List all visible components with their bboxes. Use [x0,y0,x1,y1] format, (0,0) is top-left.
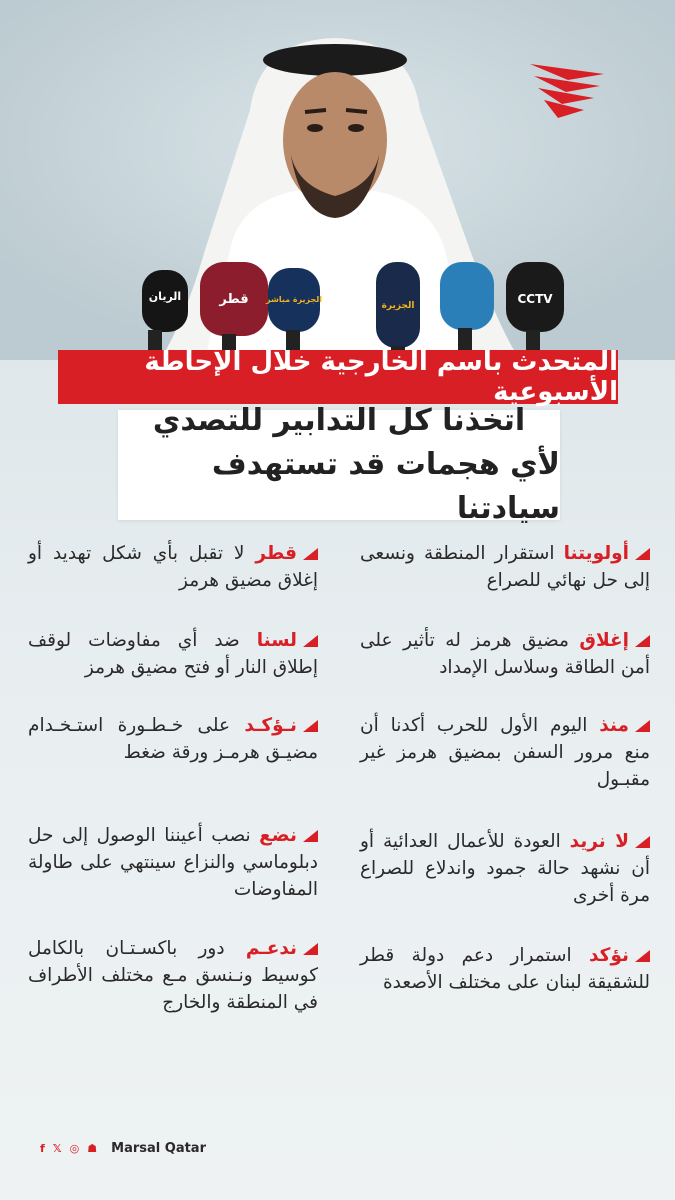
list-item [360,540,650,594]
mic-label-aljazeera: الجزيرة [381,301,415,311]
item-keyword: إغلاق [579,630,629,651]
marsal-logo-icon [528,60,606,120]
triangle-bullet-icon [303,830,318,842]
item-text: لا تقبل بأي شكل تهديد أو إغلاق مضيق هرمز [28,543,318,591]
quote-line-1: اتخذنا كل التدابير للتصدي [152,403,526,438]
list-item [360,828,650,909]
triangle-bullet-icon [635,635,650,647]
headline-banner [58,347,618,407]
list-item [28,822,318,903]
item-text: استمرار دعم دولة قطر للشقيقة لبنان على مختلف الأصعدة [360,945,650,993]
item-keyword: نـؤكـد [244,715,297,736]
facebook-icon[interactable]: f [40,1142,45,1155]
instagram-icon[interactable]: ◎ [69,1142,80,1155]
item-text: على خـطـورة استـخـدام مضيـق هرمـز ورقة ضغط [28,715,318,763]
mic-label-alrayyan: الريان [148,290,182,303]
mic-label-qatar: قطر [219,292,249,307]
mic-label-cctv: CCTV [517,292,553,306]
triangle-bullet-icon [303,720,318,732]
item-text: العودة للأعمال العدائية أو أن نشهد حالة جمود واندلاع للصراع مرة أخرى [360,831,650,906]
item-keyword: ندعـم [245,938,297,959]
list-item [360,712,650,793]
headline-text: المتحدث باسم الخارجية خلال الإحاطة الأسبوعية [144,347,618,407]
triangle-bullet-icon [303,943,318,955]
list-item [28,712,318,766]
hero-photo [0,0,675,360]
item-text: اليوم الأول للحرب أكدنا أن منع مرور السفن بمضيق هرمز غير مقبـول [360,715,650,790]
list-item [28,540,318,594]
spokesman-photo [0,0,675,360]
item-keyword: منذ [599,715,629,736]
triangle-bullet-icon [303,635,318,647]
triangle-bullet-icon [635,720,650,732]
item-text: مضيق هرمز له تأثير على أمن الطاقة وسلاسل الإمداد [360,630,650,678]
quote-line-2: لأي هجمات قد تستهدف سيادتنا [211,447,560,526]
list-item [28,627,318,681]
triangle-bullet-icon [635,950,650,962]
item-text: دور باكسـتـان بالكامل كوسيط ونـنسق مـع مختلف الأطراف في المنطقة والخارج [28,938,318,1013]
item-keyword: نضع [259,825,297,846]
item-text: استقرار المنطقة ونسعى إلى حل نهائي للصراع [360,543,650,591]
triangle-bullet-icon [303,548,318,560]
brand-name: Marsal Qatar [111,1141,206,1156]
snapchat-icon[interactable]: ☗ [87,1142,98,1155]
triangle-bullet-icon [635,548,650,560]
quote-box [118,403,560,526]
x-icon[interactable]: 𝕏 [52,1142,62,1155]
item-keyword: قطر [255,543,297,564]
triangle-bullet-icon [635,836,650,848]
item-keyword: لسنا [256,630,297,651]
mic-label-aljazeera-mubasher: الجزيرة مباشر [265,295,323,304]
footer [40,1141,206,1156]
list-item [360,627,650,681]
item-text: ضد أي مفاوضات لوقف إطلاق النار أو فتح مضيق هرمز [28,630,318,678]
item-keyword: أولويتنا [563,543,629,564]
item-keyword: لا نريد [569,831,629,852]
list-item [360,942,650,996]
list-item [28,935,318,1016]
item-text: نصب أعيننا الوصول إلى حل دبلوماسي والنزاع سينتهي على طاولة المفاوضات [28,825,318,900]
item-keyword: نؤكد [589,945,629,966]
